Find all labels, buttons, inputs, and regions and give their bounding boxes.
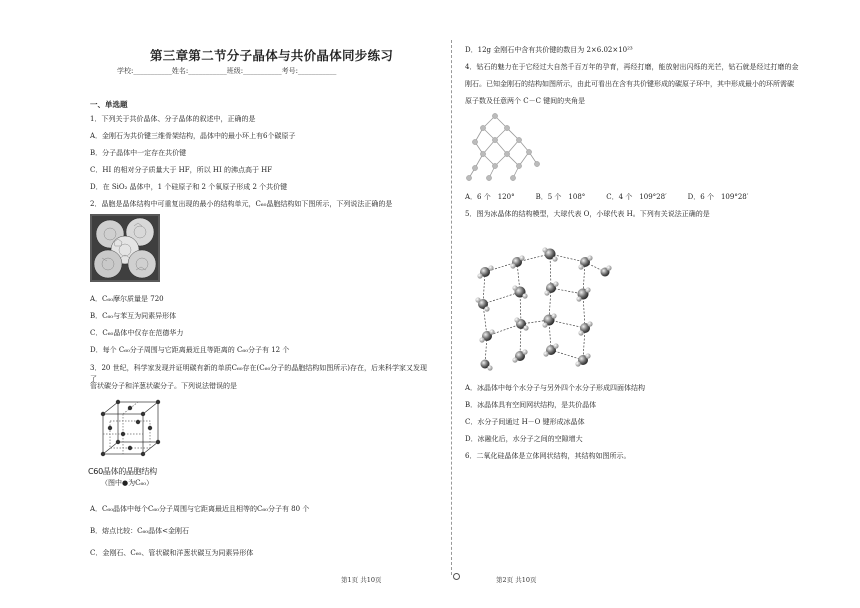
page-title: 第三章第二节分子晶体与共价晶体同步练习 [150,48,394,63]
question-3-option-b: B．熔点比较：C₆₀晶体<金刚石 [90,527,189,535]
question-6-stem: 6．二氧化硅晶体是立体网状结构，其结构如图所示。 [465,452,631,460]
c60-figure-subcaption: （图中●为C₆₀） [101,479,154,487]
section-heading: 一、单选题 [90,100,128,109]
question-2-stem: 2．晶胞是晶体结构中可重复出现的最小的结构单元，C₆₀晶胞结构如下图所示，下列说法正确的是 [90,200,393,208]
question-2-option-d: D．每个 C₆₀分子周围与它距离最近且等距离的 C₆₀分子有 12 个 [90,346,290,354]
ice-crystal-structure-diagram [465,224,615,374]
diamond-structure-diagram [465,110,543,184]
question-4-stem-line-1: 4．钻石的魅力在于它经过大自然千百万年的孕育，再经打磨，能放射出闪烁的光芒，钻石就是经过打磨的金 [465,63,799,71]
c60-unit-cell-diagram [100,397,162,461]
question-2-option-a: A．C₆₀摩尔质量是 720 [90,295,164,303]
question-4-stem-line-3: 原子数及任意两个 C－C 键间的夹角是 [465,97,586,105]
student-info-line: 学校:___________姓名:___________班级:___________考号:___________ [117,67,337,75]
question-1-option-b: B．分子晶体中一定存在共价键 [90,149,187,157]
question-3-stem-line-1: 3．20 世纪，科学家发现并证明碳有新的单质C₆₀存在(C₆₀分子的晶胞结构如图所示)存在，后来科学家又发现了 [90,364,427,383]
question-5-option-a: A．冰晶体中每个水分子与另外四个水分子形成四面体结构 [465,384,646,392]
c60-crystal-image [90,214,160,282]
footer-page-left: 第1页 共10页 [341,576,382,584]
question-1-stem: 1．下列关于共价晶体、分子晶体的叙述中，正确的是 [90,115,256,123]
question-4-options: A．6 个 120° B．5 个 108° C．4 个 109°28′ D．6 个 109°28′ [465,193,749,201]
question-2-option-c: C．C₆₀晶体中仅存在范德华力 [90,329,184,337]
question-5-option-b: B．冰晶体具有空间网状结构，是共价晶体 [465,401,597,409]
question-1-option-a: A．金刚石为共价键三维骨架结构，晶体中的最小环上有6个碳原子 [90,132,296,140]
question-3-stem-line-2: 管状碳分子和洋葱状碳分子。下列说法错误的是 [90,382,237,390]
question-4-stem-line-2: 刚石。已知金刚石的结构如图所示，由此可看出在含有共价键形成的碳原子环中，其中形成最小的环所需碳 [465,80,794,88]
question-3-option-a: A．C₆₀晶体中每个C₆₀分子周围与它距离最近且相等的C₆₀分子有 80 个 [90,505,310,513]
question-1-option-c: C．HI 的相对分子质量大于 HF，所以 HI 的沸点高于 HF [90,166,273,174]
question-1-option-d: D．在 SiO₂ 晶体中，1 个硅原子和 2 个氧原子形成 2 个共价键 [90,183,288,191]
question-3-option-d: D．12g 金刚石中含有共价键的数目为 2×6.02×10²³ [465,46,633,54]
question-3-option-c: C．金刚石、C₆₀、管状碳和洋葱状碳互为同素异形体 [90,549,254,557]
question-5-option-c: C．水分子间通过 H－O 键形成冰晶体 [465,418,585,426]
question-2-option-b: B．C₆₀与苯互为同素异形体 [90,312,177,320]
question-5-option-d: D．冰融化后，水分子之间的空隙增大 [465,435,583,443]
c60-figure-caption: C60晶体的晶胞结构 [88,467,157,476]
footer-page-right: 第2页 共10页 [496,576,537,584]
question-5-stem: 5．图为冰晶体的结构模型，大球代表 O，小球代表 H。下列有关说法正确的是 [465,210,710,218]
